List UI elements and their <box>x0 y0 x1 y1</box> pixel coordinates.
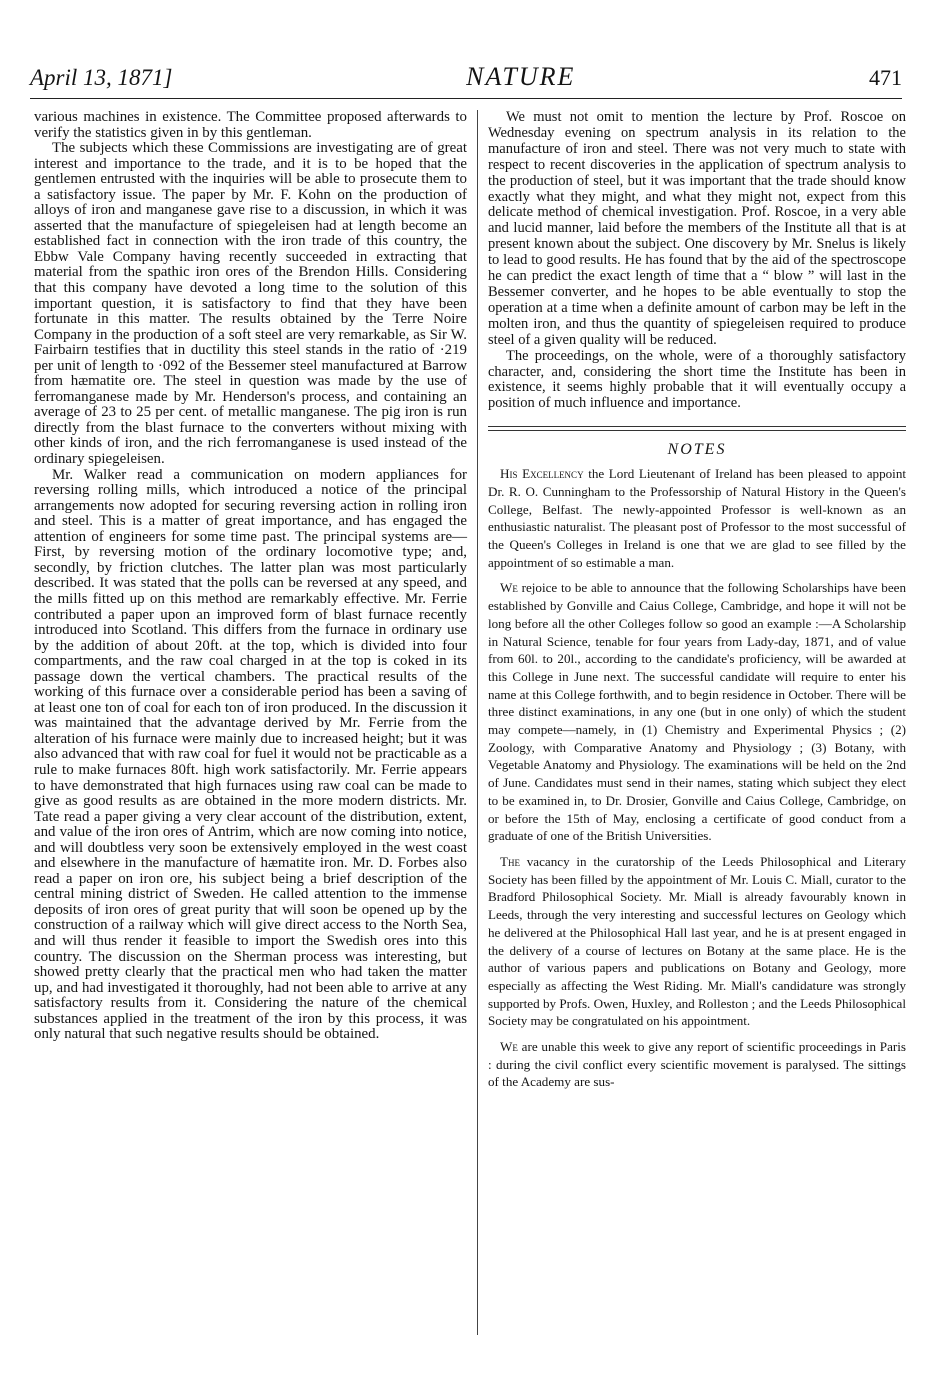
note-text: are unable this week to give any report of scientific proceedings in Paris : during the civil conflict every scientific movement is paralysed. The sittings of the Academy are sus- <box>488 1039 906 1090</box>
note-text: the Lord Lieutenant of Ireland has been pleased to appoint Dr. R. O. Cunningham to the Professorship of Natural History in the Queen's College, Belfast. The newly-appointed Professor is well-known as an enthusiastic naturalist. The pleasant post of Professor to the most successful of the Queen's Colleges in Ireland is one that we are glad to see filled by the appointment of so estimable a man. <box>488 466 907 570</box>
paragraph: We must not omit to mention the lecture by Prof. Roscoe on Wednesday evening on spectrum analysis in its relation to the manufacture of iron and steel. There was not very much to state with respect to recent discoveries in the application of spectrum analysis to the production of steel, but it was important that the trade should know exactly what they might, and what they might not, expect from this delicate method of chemical investigation. Prof. Roscoe, in a very able and lucid manner, laid before the members of the Institute all that is at present known about the subject. One discovery by Mr. Snelus is likely to lead to good results. He has found that by the aid of the spectroscope he can predict the exact length of time that a “ blow ” will last in the Bessemer converter, and he hopes to be able eventually to stop the operation at a time when a definite amount of carbon may be left in the molten iron, and thus the quantity of spiegeleisen required to produce steel of a given quality will be reduced. <box>488 109 906 348</box>
paragraph: The subjects which these Commissions are investigating are of great interest and importance to the trade, and it is to be hoped that the gentlemen entrusted with the inquiries will be able to prosecute them to a satisfactory issue. The paper by Mr. F. Kohn on the production of alloys of iron and manganese gave rise to a discussion, in which it was asserted that the manufacture of spiegeleisen had at length become an established fact in connection with the iron trade of this country, the Ebbw Vale Company having recently succeeded in extracting that material from the spathic iron ores of the Brendon Hills. Considering that this company have devoted a long time to the solution of this important question, it is satisfactory to find that they have been fortunate in this matter. The results obtained by the Terre Noire Company in the production of a soft steel are very remarkable, as Sir W. Fairbairn testifies that in ductility this steel stands in the ratio of ·219 per unit of length to ·092 of the Bessemer steel manufactured at Barrow from hæmatite ore. The steel in question was made by the use of ferromanganese made by Mr. Henderson's process, and containing an average of 23 to 25 per cent. of metallic manganese. The pig iron is run directly from the blast furnace to the converters without mixing with other kinds of iron, and the rich ferromanganese is used instead of the ordinary spiegeleisen. <box>34 140 467 468</box>
paragraph: various machines in existence. The Committee proposed afterwards to verify the statistics given in by this gentleman. <box>34 109 467 141</box>
column-divider <box>477 110 478 1335</box>
note-lead: We <box>500 1039 518 1055</box>
issue-date: April 13, 1871] <box>30 65 173 90</box>
note-lead: The <box>500 853 520 869</box>
page-header <box>30 62 902 99</box>
notes-section <box>488 465 906 1091</box>
page-number: 471 <box>869 65 902 90</box>
note-lead: We <box>500 580 518 596</box>
right-column <box>488 110 906 1091</box>
journal-title: NATURE <box>466 62 576 91</box>
report-conclusion <box>488 110 906 412</box>
left-column <box>34 110 467 1043</box>
note-text: vacancy in the curatorship of the Leeds Philosophical and Literary Society has been filled by the appointment of Mr. Louis C. Miall, curator to the Bradford Philosophical Society. Mr. Miall is already favourably known in Leeds, through the very interesting and successful lectures on Geology which he delivered at the Philosophical Hall last year, and he is at present engaged in the delivery of a course of lectures on Botany at the same place. He is the author of various papers and publications on Botany and Geology, more especially as affecting the West Riding. Mr. Miall's candidature was strongly supported by Profs. Owen, Huxley, and Rolleston ; and the Leeds Philosophical Society may be congratulated on his appointment. <box>488 853 906 1029</box>
note-paragraph <box>488 1038 906 1091</box>
paragraph: The proceedings, on the whole, were of a thoroughly satisfactory character, and, considering the short time the Institute has been in existence, it seems highly probable that it will eventually occupy a position of much influence and importance. <box>488 347 906 412</box>
paragraph: Mr. Walker read a communication on modern appliances for reversing rolling mills, which introduced a notice of the principal arrangements now adopted for securing reversing action in rolling iron and steel. This is a matter of great importance, and has engaged the attention of engineers for some time past. The principal systems are—First, by reversing motion of the ordinary locomotive type; and, secondly, by friction clutches. The latter plan was most particularly described. It was stated that the polls can be reversed at any speed, and the mills fitted up on this method are remarkably effective. Mr. Ferrie contributed a paper upon an improved form of blast furnace recently introduced into Scotland. This differs from the furnace in ordinary use by the addition of about 20ft. at the top, which is divided into four compartments, and the raw coal charged in at the top is coked in its passage down the vertical chambers. The practical results of the working of this furnace over a considerable period has been a saving of at least one ton of coal for each ton of iron produced. In the discussion it was maintained that the advantage derived by Mr. Ferrie from the alteration of his furnace were mainly due to increased height; but it was also advanced that with raw coal for fuel it would not be practicable as a rule to make furnaces 80ft. high work satisfactorily. Mr. Ferrie appears to have demonstrated that high furnaces using raw coal can be made to give as good results as are obtained in the more modern districts. Mr. Tate read a paper giving a very clear account of the distribution, extent, and value of the iron ores of Antrim, which are now coming into notice, and will doubtless very soon be extensively employed in the west coast and elsewhere in the manufacture of hæmatite iron. Mr. D. Forbes also read a paper on iron ore, his subject being a brief description of the central mining district of Sweden. He called attention to the immense deposits of iron ores of great purity that will soon be opened up by the construction of a railway which will give direct access to the North Sea, and will thus render it feasible to import the Swedish ores into this country. The discussion on the Sherman process was interesting, but showed pretty clearly that the practical men who had taken the matter up, and had investigated it thoroughly, had not been able to arrive at any satisfactory results from it. Considering the nature of the chemical substances applied in the treatment of the iron by this process, it was only natural that such negative results should be obtained. <box>34 466 467 1043</box>
section-rule <box>488 426 906 431</box>
note-paragraph <box>488 579 906 845</box>
note-lead: His Excellency <box>500 466 584 482</box>
note-text: rejoice to be able to announce that the following Scholarships have been established by Gonville and Caius College, Cambridge, and hope it will not be long before all the other Colleges follow so good an example :—A Scholarship in Natural Science, tenable for four years from Lady-day, 1871, and of value from 60l. to 20l., according to the candidate's proficiency, will be awarded at this College in June next. The successful candidate will require to enter his name at this College forthwith, and to begin residence in October. There will be three distinct examinations, in any one (but in one only) of which the student may compete—namely, in (1) Chemistry and Experimental Physics ; (2) Zoology, with Comparative Anatomy and Physiology ; (3) Botany, with Vegetable Anatomy and Physiology. The examinations will be held on the 2nd of June. Candidates must send in their names, stating which subject they elect to be examined in, to Dr. Drosier, Gonville and Caius College, Cambridge, on or before the 15th of May, enclosing a certificate of good conduct from a graduate of one of the British Universities. <box>488 580 906 844</box>
note-paragraph <box>488 465 906 571</box>
section-heading: NOTES <box>667 441 727 459</box>
note-paragraph <box>488 853 906 1030</box>
